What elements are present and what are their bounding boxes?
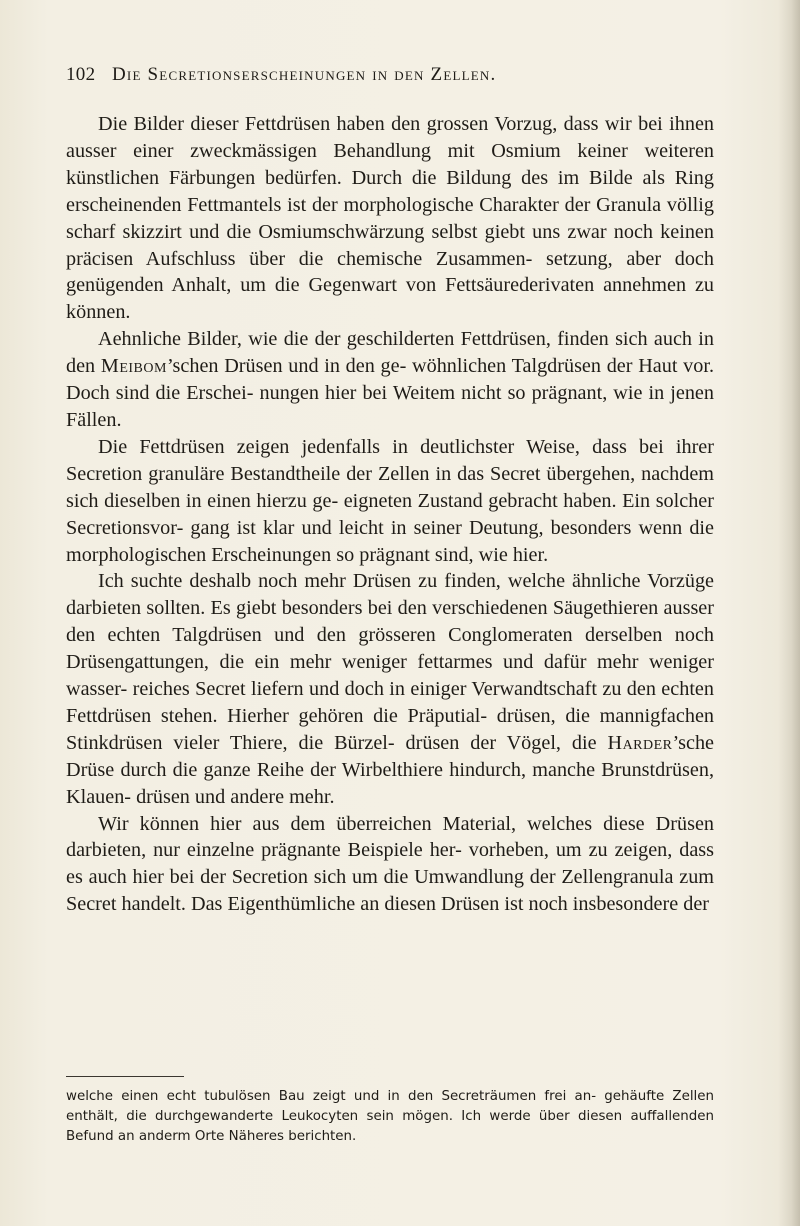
- paragraph-4: [66, 568, 714, 810]
- body-text: [66, 111, 714, 918]
- paragraph-2-text-after: ’schen Drüsen und in den ge- wöhnlichen Talgdrüsen der Haut vor. Doch sind die Erschei- nungen hier bei Weitem nicht so prägnant, wie in jenen Fällen.: [66, 355, 714, 431]
- paragraph-5: Wir können hier aus dem überreichen Material, welches diese Drüsen darbieten, nur einzelne prägnante Beispiele her- vorheben, um zu zeigen, dass es auch hier bei der Secretion sich um die Umwandlung der Zellengranula zum Secret handelt. Das Eigenthümliche an diesen Drüsen ist noch insbesondere der: [66, 812, 714, 916]
- paragraph-2: [66, 326, 714, 434]
- page-edge-shadow: [778, 0, 800, 1226]
- running-head: Die Secretionserscheinungen in den Zellen.: [112, 64, 497, 85]
- footnote-text: welche einen echt tubulösen Bau zeigt und in den Secreträumen frei an- gehäufte Zellen enthält, die durchgewanderte Leukocyten sein mögen. Ich werde über diesen auffallenden Befund an anderm Orte Näheres berichten.: [66, 1089, 714, 1144]
- footnote: [66, 1087, 714, 1147]
- page-number: 102: [66, 64, 96, 85]
- page-header: [66, 64, 666, 90]
- paragraph-2-text-before: Aehnliche Bilder, wie die der geschilderten Fettdrüsen, finden sich auch in den: [66, 328, 714, 378]
- paragraph-4-text-after: ’sche Drüse durch die ganze Reihe der Wirbelthiere hindurch, manche Brunstdrüsen, Klauen- drüsen und andere mehr.: [66, 731, 714, 808]
- paragraph-4-text-before: Ich suchte deshalb noch mehr Drüsen zu finden, welche ähnliche Vorzüge darbieten sollten. Es giebt besonders bei den verschiedenen Säugethieren ausser den echten Talgdrüsen und den grösseren Conglomeraten derselben noch Drüsengattungen, die ein mehr weniger fettarmes und dafür mehr weniger wasser- reiches Secret liefern und doch in einiger Verwandtschaft zu den echten Fettdrüsen stehen. Hierher gehören die Präputial- drüsen, die mannigfachen Stinkdrüsen vieler Thiere, die Bürzel- drüsen der Vögel, die: [66, 570, 714, 754]
- author-name-meibom: Meibom: [100, 355, 167, 378]
- author-name-harder: Harder: [607, 731, 673, 754]
- paragraph-3: Die Fettdrüsen zeigen jedenfalls in deutlichster Weise, dass bei ihrer Secretion granuläre Bestandtheile der Zellen in das Secret übergehen, nachdem sich dieselben in einen hierzu ge- eigneten Zustand gebracht haben. Ein solcher Secretionsvor- gang ist klar und leicht in seiner Deutung, besonders wenn die morphologischen Erscheinungen so prägnant sind, wie hier.: [66, 435, 714, 566]
- paragraph-1: Die Bilder dieser Fettdrüsen haben den grossen Vorzug, dass wir bei ihnen ausser einer zweckmässigen Behandlung mit Osmium keiner weiteren künstlichen Färbungen bedürfen. Durch die Bildung des im Bilde als Ring erscheinenden Fettmantels ist der morphologische Charakter der Granula völlig scharf skizzirt und die Osmiumschwärzung selbst giebt uns zwar noch keinen präcisen Aufschluss über die chemische Zusammen- setzung, aber doch genügenden Anhalt, um die Gegenwart von Fettsäurederivaten annehmen zu können.: [66, 113, 714, 324]
- footnote-rule: [66, 1076, 184, 1077]
